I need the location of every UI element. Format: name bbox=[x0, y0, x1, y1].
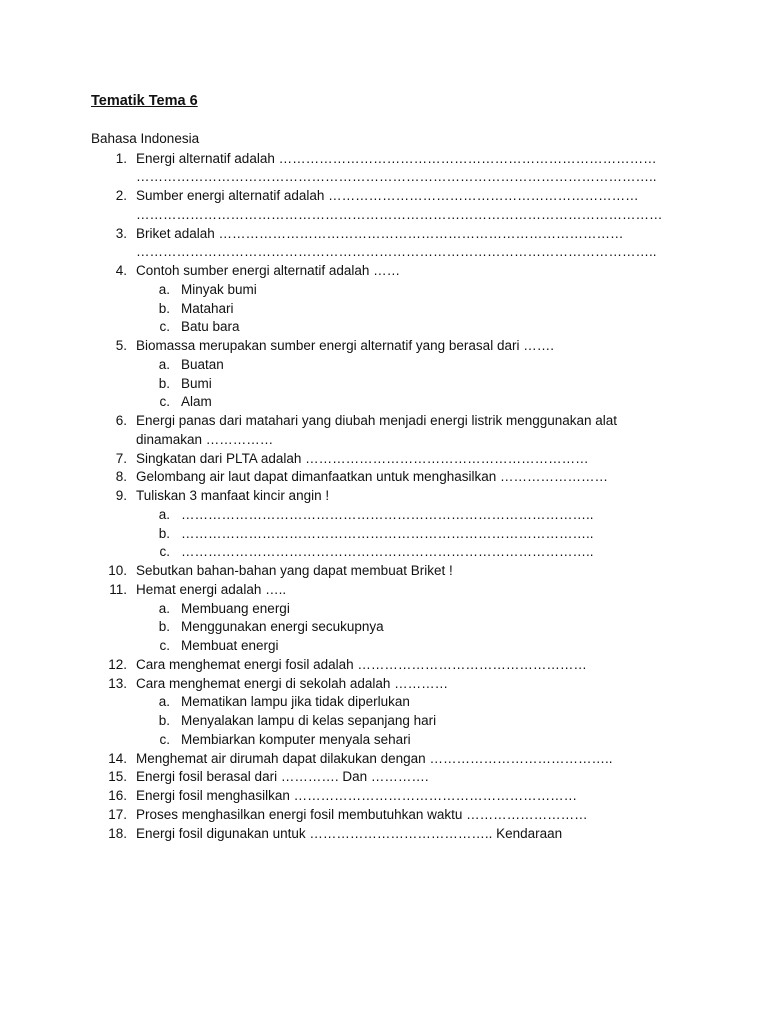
question-text: Energi alternatif adalah ………………………………………………………………………… bbox=[136, 150, 657, 166]
question-item bbox=[0, 656, 768, 675]
answer-option bbox=[0, 318, 768, 337]
question-number: 8. bbox=[115, 469, 127, 485]
question-text: Biomassa merupakan sumber energi alternatif yang berasal dari ……. bbox=[136, 338, 554, 353]
question-text: Energi fosil digunakan untuk ………………………………….. Kendaraan bbox=[136, 825, 563, 841]
answer-option bbox=[0, 712, 768, 731]
option-letter: b. bbox=[158, 619, 170, 635]
question-item bbox=[0, 450, 768, 469]
question-item bbox=[0, 262, 768, 281]
question-item bbox=[0, 150, 768, 169]
question-continuation bbox=[0, 206, 768, 225]
option-text: Batu bara bbox=[181, 319, 240, 335]
question-text: Energi panas dari matahari yang diubah menjadi energi listrik menggunakan alat bbox=[136, 413, 618, 428]
option-letter: a. bbox=[158, 281, 170, 297]
question-number: 15. bbox=[108, 769, 127, 785]
question-item bbox=[0, 562, 768, 581]
answer-option bbox=[0, 731, 768, 750]
question-number: 2. bbox=[115, 188, 127, 203]
question-item bbox=[0, 787, 768, 806]
option-text: ……………………………………………………………………………….. bbox=[181, 544, 594, 560]
answer-option bbox=[0, 618, 768, 637]
question-text: Menghemat air dirumah dapat dilakukan dengan ………………………………….. bbox=[136, 750, 613, 766]
option-text: Alam bbox=[181, 394, 212, 410]
option-text: Membiarkan komputer menyala sehari bbox=[181, 731, 411, 747]
option-letter: c. bbox=[159, 638, 170, 653]
question-item bbox=[0, 675, 768, 694]
question-text: Hemat energi adalah ….. bbox=[136, 581, 287, 597]
question-item bbox=[0, 187, 768, 206]
question-text: Energi fosil menghasilkan ……………………………………………………… bbox=[136, 788, 578, 803]
answer-option bbox=[0, 393, 768, 412]
option-letter: c. bbox=[159, 731, 170, 747]
question-number: 18. bbox=[108, 825, 127, 841]
question-list bbox=[0, 150, 768, 844]
question-text: dinamakan …………… bbox=[136, 431, 274, 447]
option-text: Membuat energi bbox=[181, 638, 279, 653]
question-number: 17. bbox=[108, 806, 127, 822]
option-letter: b. bbox=[158, 375, 170, 391]
question-number: 9. bbox=[115, 488, 127, 503]
question-number: 10. bbox=[108, 563, 127, 578]
question-text: Briket adalah ……………………………………………………………………………… bbox=[136, 225, 624, 241]
option-text: Mematikan lampu jika tidak diperlukan bbox=[181, 694, 410, 710]
question-text: Sumber energi alternatif adalah …………………………………………………………… bbox=[136, 188, 639, 203]
answer-option bbox=[0, 600, 768, 619]
question-text: Cara menghemat energi di sekolah adalah ………… bbox=[136, 675, 449, 691]
question-text: Proses menghasilkan energi fosil membutuhkan waktu ……………………… bbox=[136, 806, 588, 822]
question-continuation bbox=[0, 168, 768, 187]
option-letter: b. bbox=[158, 300, 170, 316]
option-text: Menggunakan energi secukupnya bbox=[181, 619, 384, 635]
question-text: Sebutkan bahan-bahan yang dapat membuat Briket ! bbox=[136, 563, 453, 578]
question-item bbox=[0, 337, 768, 356]
question-text: …………………………………………………………………………………………………….. bbox=[136, 244, 657, 260]
question-text: …………………………………………………………………………………………………….. bbox=[136, 169, 657, 185]
question-text: Gelombang air laut dapat dimanfaatkan untuk menghasilkan …………………… bbox=[136, 469, 608, 485]
question-number: 3. bbox=[115, 225, 127, 241]
option-letter: b. bbox=[158, 525, 170, 541]
option-letter: c. bbox=[159, 319, 170, 335]
question-number: 1. bbox=[115, 150, 127, 166]
option-text: Membuang energi bbox=[181, 600, 290, 616]
question-number: 14. bbox=[108, 750, 127, 766]
question-item bbox=[0, 806, 768, 825]
question-item bbox=[0, 825, 768, 844]
option-text: ……………………………………………………………………………….. bbox=[181, 525, 594, 541]
question-number: 7. bbox=[115, 450, 127, 466]
question-text: Energi fosil berasal dari …………. Dan …………. bbox=[136, 769, 429, 785]
answer-option bbox=[0, 506, 768, 525]
question-continuation bbox=[0, 243, 768, 262]
answer-option bbox=[0, 281, 768, 300]
question-item bbox=[0, 225, 768, 244]
option-text: Minyak bumi bbox=[181, 281, 257, 297]
answer-option bbox=[0, 543, 768, 562]
option-text: ……………………………………………………………………………….. bbox=[181, 506, 594, 522]
answer-option bbox=[0, 375, 768, 394]
option-text: Menyalakan lampu di kelas sepanjang hari bbox=[181, 713, 437, 728]
option-letter: c. bbox=[159, 394, 170, 410]
option-letter: a. bbox=[158, 600, 170, 616]
answer-option bbox=[0, 525, 768, 544]
question-text: ……………………………………………………………………………………………………… bbox=[136, 206, 663, 222]
question-continuation bbox=[0, 431, 768, 450]
subject-heading: Bahasa Indonesia bbox=[91, 131, 200, 146]
option-text: Buatan bbox=[181, 356, 224, 372]
question-number: 4. bbox=[115, 263, 127, 278]
question-item bbox=[0, 768, 768, 787]
option-letter: c. bbox=[159, 544, 170, 560]
question-number: 16. bbox=[108, 788, 127, 803]
option-letter: a. bbox=[158, 694, 170, 710]
answer-option bbox=[0, 693, 768, 712]
answer-option bbox=[0, 356, 768, 375]
option-letter: a. bbox=[158, 506, 170, 522]
question-number: 12. bbox=[108, 656, 127, 672]
question-text: Contoh sumber energi alternatif adalah …… bbox=[136, 263, 401, 278]
option-text: Matahari bbox=[181, 300, 234, 316]
answer-option bbox=[0, 300, 768, 319]
question-text: Tuliskan 3 manfaat kincir angin ! bbox=[136, 488, 330, 503]
question-item bbox=[0, 581, 768, 600]
option-letter: b. bbox=[158, 713, 170, 728]
question-text: Singkatan dari PLTA adalah ……………………………………………………… bbox=[136, 450, 589, 466]
option-text: Bumi bbox=[181, 375, 212, 391]
question-number: 5. bbox=[115, 338, 127, 353]
question-number: 6. bbox=[115, 413, 127, 428]
question-text: Cara menghemat energi fosil adalah …………………………………………… bbox=[136, 656, 587, 672]
question-item bbox=[0, 487, 768, 506]
option-letter: a. bbox=[158, 356, 170, 372]
question-item bbox=[0, 412, 768, 431]
answer-option bbox=[0, 637, 768, 656]
page-title: Tematik Tema 6 bbox=[91, 93, 198, 109]
question-number: 11. bbox=[109, 581, 127, 597]
question-item bbox=[0, 750, 768, 769]
question-number: 13. bbox=[108, 675, 127, 691]
question-item bbox=[0, 468, 768, 487]
